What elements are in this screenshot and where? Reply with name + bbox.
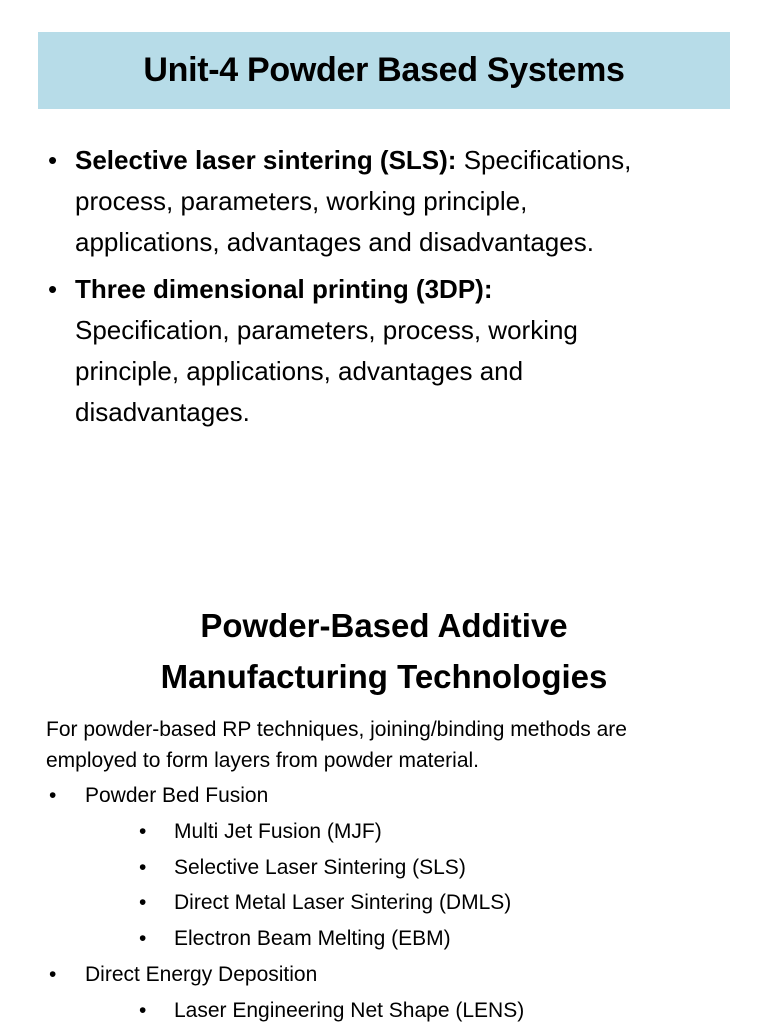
list-item-label: Direct Energy Deposition bbox=[85, 963, 318, 986]
list-item-heading: Three dimensional printing (3DP): bbox=[75, 274, 493, 304]
bullet-icon: • bbox=[139, 999, 147, 1022]
bullet-icon: • bbox=[139, 820, 147, 843]
sub-list-item-label: Electron Beam Melting (EBM) bbox=[174, 927, 451, 950]
bullet-icon: • bbox=[48, 274, 58, 304]
sub-list-item-label: Multi Jet Fusion (MJF) bbox=[174, 820, 382, 843]
list-item-3dp bbox=[48, 269, 738, 433]
list-item-line: applications, advantages and disadvantages. bbox=[75, 227, 594, 257]
slide1-bullet-list bbox=[48, 140, 738, 439]
list-item-line: disadvantages. bbox=[75, 397, 250, 427]
bullet-icon: • bbox=[48, 145, 58, 175]
list-item-heading: Selective laser sintering (SLS): bbox=[75, 145, 457, 175]
list-item-line bbox=[75, 140, 738, 181]
list-item-line: process, parameters, working principle, bbox=[75, 186, 528, 216]
list-item-line: principle, applications, advantages and bbox=[75, 356, 524, 386]
list-item-sls bbox=[48, 140, 738, 263]
slide1-title-bar bbox=[38, 32, 730, 109]
bullet-icon: • bbox=[49, 784, 57, 807]
intro-line: For powder-based RP techniques, joining/binding methods are bbox=[46, 718, 627, 741]
slide2-intro bbox=[46, 714, 746, 776]
slide2-title-line: Powder-Based Additive bbox=[200, 607, 568, 644]
sub-list-item-label: Selective Laser Sintering (SLS) bbox=[174, 856, 466, 879]
bullet-icon: • bbox=[139, 856, 147, 879]
bullet-icon: • bbox=[139, 891, 147, 914]
bullet-icon: • bbox=[49, 963, 57, 986]
intro-line: employed to form layers from powder material. bbox=[46, 749, 479, 772]
list-item-label: Powder Bed Fusion bbox=[85, 784, 269, 807]
slide1-title: Unit-4 Powder Based Systems bbox=[143, 51, 625, 89]
list-item-text: Specifications, bbox=[456, 145, 632, 175]
slide2-title-line: Manufacturing Technologies bbox=[160, 658, 608, 695]
sub-list-item-label: Direct Metal Laser Sintering (DMLS) bbox=[174, 891, 512, 914]
sub-list-item-label: Laser Engineering Net Shape (LENS) bbox=[174, 999, 525, 1022]
list-item-line: Specification, parameters, process, working bbox=[75, 315, 578, 345]
slide2-title bbox=[0, 600, 768, 702]
bullet-icon: • bbox=[139, 927, 147, 950]
list-item-line bbox=[75, 269, 738, 310]
